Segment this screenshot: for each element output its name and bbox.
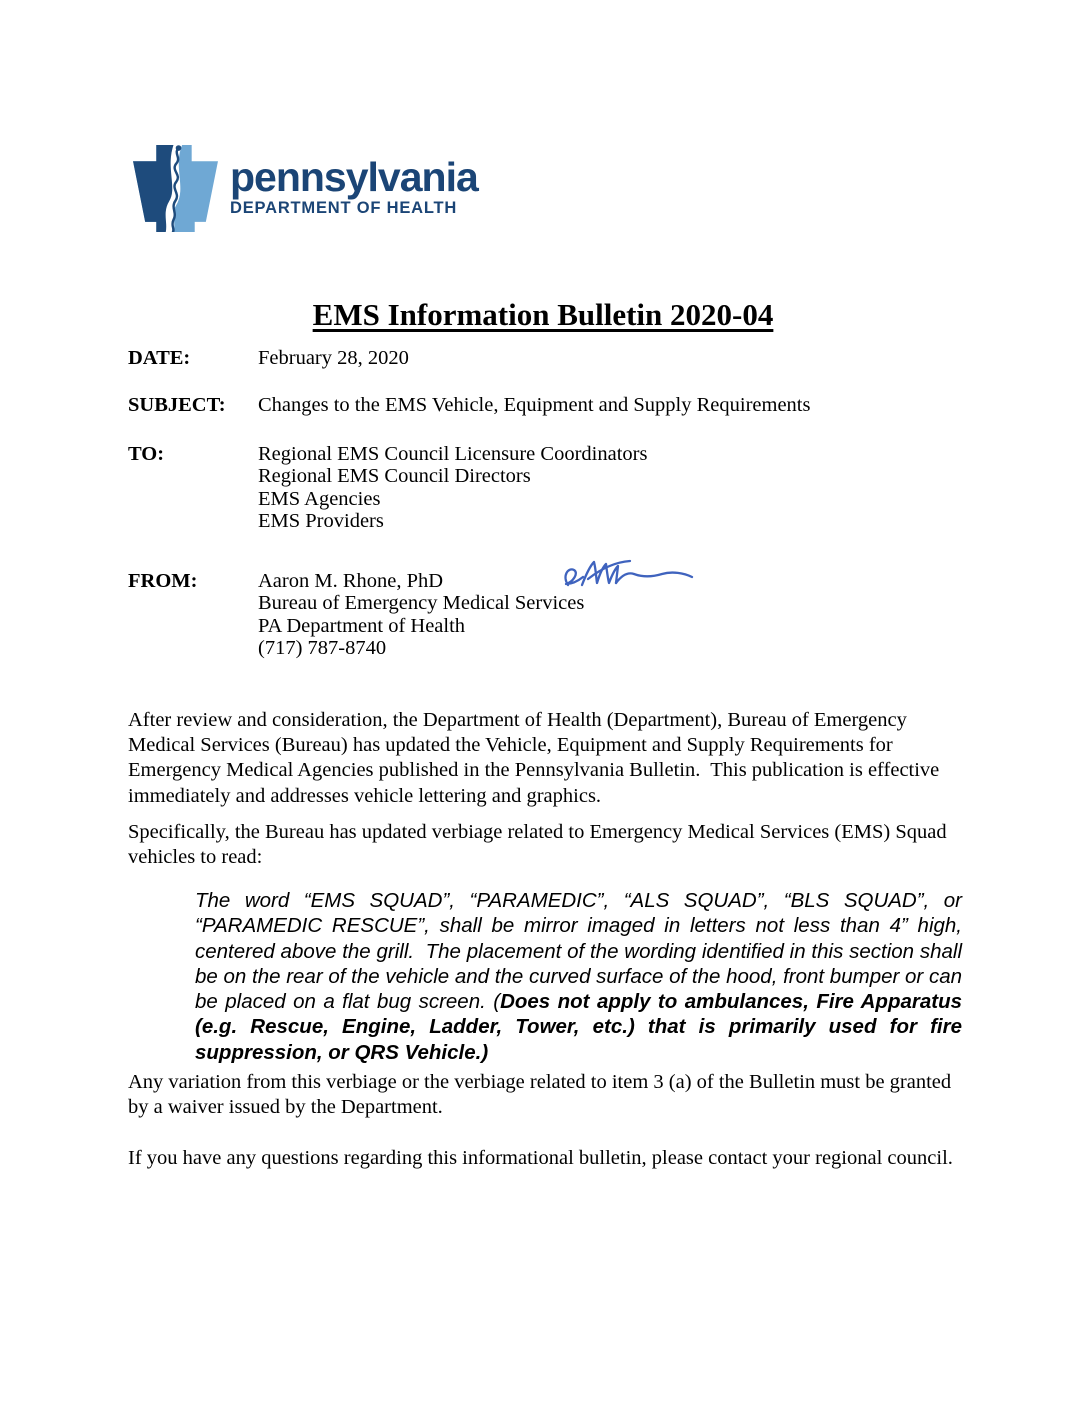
from-org: Bureau of Emergency Medical Services <box>258 592 585 615</box>
to-recipient-list <box>258 443 647 533</box>
paragraph-contact: If you have any questions regarding this informational bulletin, please contact your regional council. <box>128 1147 953 1169</box>
to-recipient: EMS Agencies <box>258 487 381 510</box>
to-label: TO: <box>128 443 165 465</box>
from-name: Aaron M. Rhone, PhD <box>258 570 444 592</box>
quote-bold-text: Does not apply to ambulances, Fire Apparatus (e.g. Rescue, Engine, Ladder, Tower, etc.) that is primarily used for fire suppression, or QRS Vehicle.) <box>195 990 968 1064</box>
quote-block <box>195 888 968 1065</box>
subject-label: SUBJECT: <box>128 394 226 416</box>
to-row <box>128 443 988 533</box>
pa-doh-logo <box>132 143 478 234</box>
subject-value: Changes to the EMS Vehicle, Equipment and Supply Requirements <box>258 394 811 416</box>
bulletin-title: EMS Information Bulletin 2020-04 <box>312 297 774 332</box>
quote-text: The word “EMS SQUAD”, “PARAMEDIC”, “ALS SQUAD”, “BLS SQUAD”, or “PARAMEDIC RESCUE”, shall be mirror imaged in letters not less than 4” high, centered above the grill. The placement of the wording identified in this section shall be on the rear of the vehicle and the curved surface of the hood, front bumper or can be placed on a flat bug screen. ( <box>195 889 968 1014</box>
date-value: February 28, 2020 <box>258 347 409 369</box>
keystone-icon <box>132 143 219 234</box>
to-recipient: Regional EMS Council Directors <box>258 465 531 488</box>
from-phone: (717) 787-8740 <box>258 637 387 660</box>
logo-wordmark: pennsylvania <box>230 154 478 200</box>
from-dept: PA Department of Health <box>258 614 466 637</box>
paragraph-intro: After review and consideration, the Department of Health (Department), Bureau of Emergency Medical Services (Bureau) has updated the Vehicle, Equipment and Supply Requirements for Emergency Medical Agencies published in the Pennsylvania Bulletin. This publication is effective immediately and addresses vehicle lettering and graphics. <box>128 709 945 807</box>
from-label: FROM: <box>128 570 198 592</box>
logo-department: DEPARTMENT OF HEALTH <box>230 199 458 217</box>
subject-row <box>128 394 988 417</box>
paragraph-update: Specifically, the Bureau has updated verbiage related to Emergency Medical Services (EMS) Squad vehicles to read: <box>128 821 952 869</box>
paragraph-waiver: Any variation from this verbiage or the verbiage related to item 3 (a) of the Bulletin must be granted by a waiver issued by the Department. <box>128 1071 957 1119</box>
from-row <box>128 570 988 660</box>
date-row <box>128 347 988 370</box>
to-recipient: Regional EMS Council Licensure Coordinators <box>258 443 648 465</box>
logo-text <box>230 143 478 218</box>
from-block <box>258 570 584 660</box>
to-recipient: EMS Providers <box>258 510 384 533</box>
date-label: DATE: <box>128 347 191 369</box>
